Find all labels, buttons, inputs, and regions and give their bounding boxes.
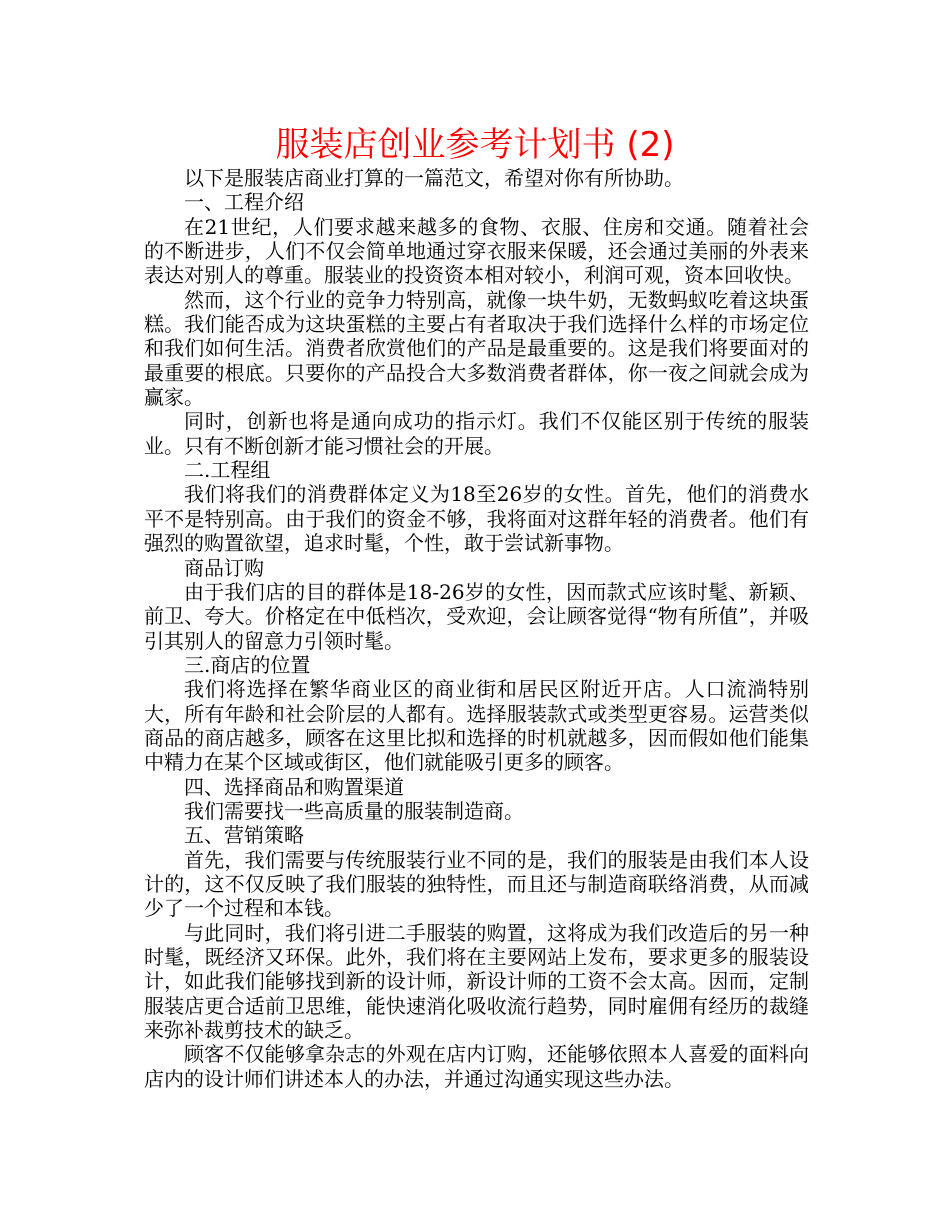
section-heading: 三.商店的位置: [184, 652, 311, 677]
document-body: [144, 166, 809, 1091]
paragraph: 以下是服装店商业打算的一篇范文，希望对你有所协助。: [184, 166, 684, 190]
paragraph: 与此同时，我们将引进二手服装的购置，这将成为我们改造后的另一种时髦，既经济又环保。此外，我们将在主要网站上发布，要求更多的服装设计，如此我们能够找到新的设计师，新设计师的工资不会太高。因而，定制服装店更合适前卫思维，能快速消化吸收流行趋势，同时雇佣有经历的裁缝来弥补裁剪技术的缺乏。: [144, 920, 809, 1043]
paragraph: 顾客不仅能够拿杂志的外观在店内订购，还能够依照本人喜爱的面料向店内的设计师们讲述本人的办法，并通过沟通实现这些办法。: [144, 1042, 809, 1091]
paragraph: 在21世纪，人们要求越来越多的食物、衣服、住房和交通。随着社会的不断进步，人们不仅会简单地通过穿衣服来保暖，还会通过美丽的外表来表达对别人的尊重。服装业的投资资本相对较小，利润可观，资本回收快。: [144, 214, 809, 288]
section-heading: 二.工程组: [184, 458, 271, 483]
paragraph: 我们将我们的消费群体定义为18至26岁的女性。首先，他们的消费水平不是特别高。由于我们的资金不够，我将面对这群年轻的消费者。他们有强烈的购置欲望，追求时髦，个性，敢于尝试新事物。: [144, 482, 809, 556]
paragraph: 由于我们店的目的群体是18-26岁的女性，因而款式应该时髦、新颖、前卫、夸大。价格定在中低档次，受欢迎，会让顾客觉得“物有所值”，并吸引其别人的留意力引领时髦。: [144, 579, 809, 653]
section-heading: 商品订购: [184, 555, 264, 580]
paragraph: 我们将选择在繁华商业区的商业街和居民区附近开店。人口流淌特别大，所有年龄和社会阶层的人都有。选择服装款式或类型更容易。运营类似商品的商店越多，顾客在这里比拟和选择的时机就越多，因而假如他们能集中精力在某个区域或街区，他们就能吸引更多的顾客。: [144, 677, 809, 775]
document-title: 服装店创业参考计划书 (2): [275, 125, 675, 165]
paragraph: 同时，创新也将是通向成功的指示灯。我们不仅能区别于传统的服装业。只有不断创新才能习惯社会的开展。: [144, 409, 809, 458]
paragraph: 我们需要找一些高质量的服装制造商。: [184, 798, 524, 823]
section-heading: 一、工程介绍: [184, 190, 304, 215]
paragraph: 然而，这个行业的竞争力特别高，就像一块牛奶，无数蚂蚁吃着这块蛋糕。我们能否成为这块蛋糕的主要占有者取决于我们选择什么样的市场定位和我们如何生活。消费者欣赏他们的产品是最重要的。这是我们将要面对的最重要的根底。只要你的产品投合大多数消费者群体，你一夜之间就会成为赢家。: [144, 287, 809, 410]
section-heading: 四、选择商品和购置渠道: [184, 774, 404, 799]
paragraph: 首先，我们需要与传统服装行业不同的是，我们的服装是由我们本人设计的，这不仅反映了我们服装的独特性，而且还与制造商联络消费，从而减少了一个过程和本钱。: [144, 847, 809, 921]
section-heading: 五、营销策略: [184, 823, 304, 848]
